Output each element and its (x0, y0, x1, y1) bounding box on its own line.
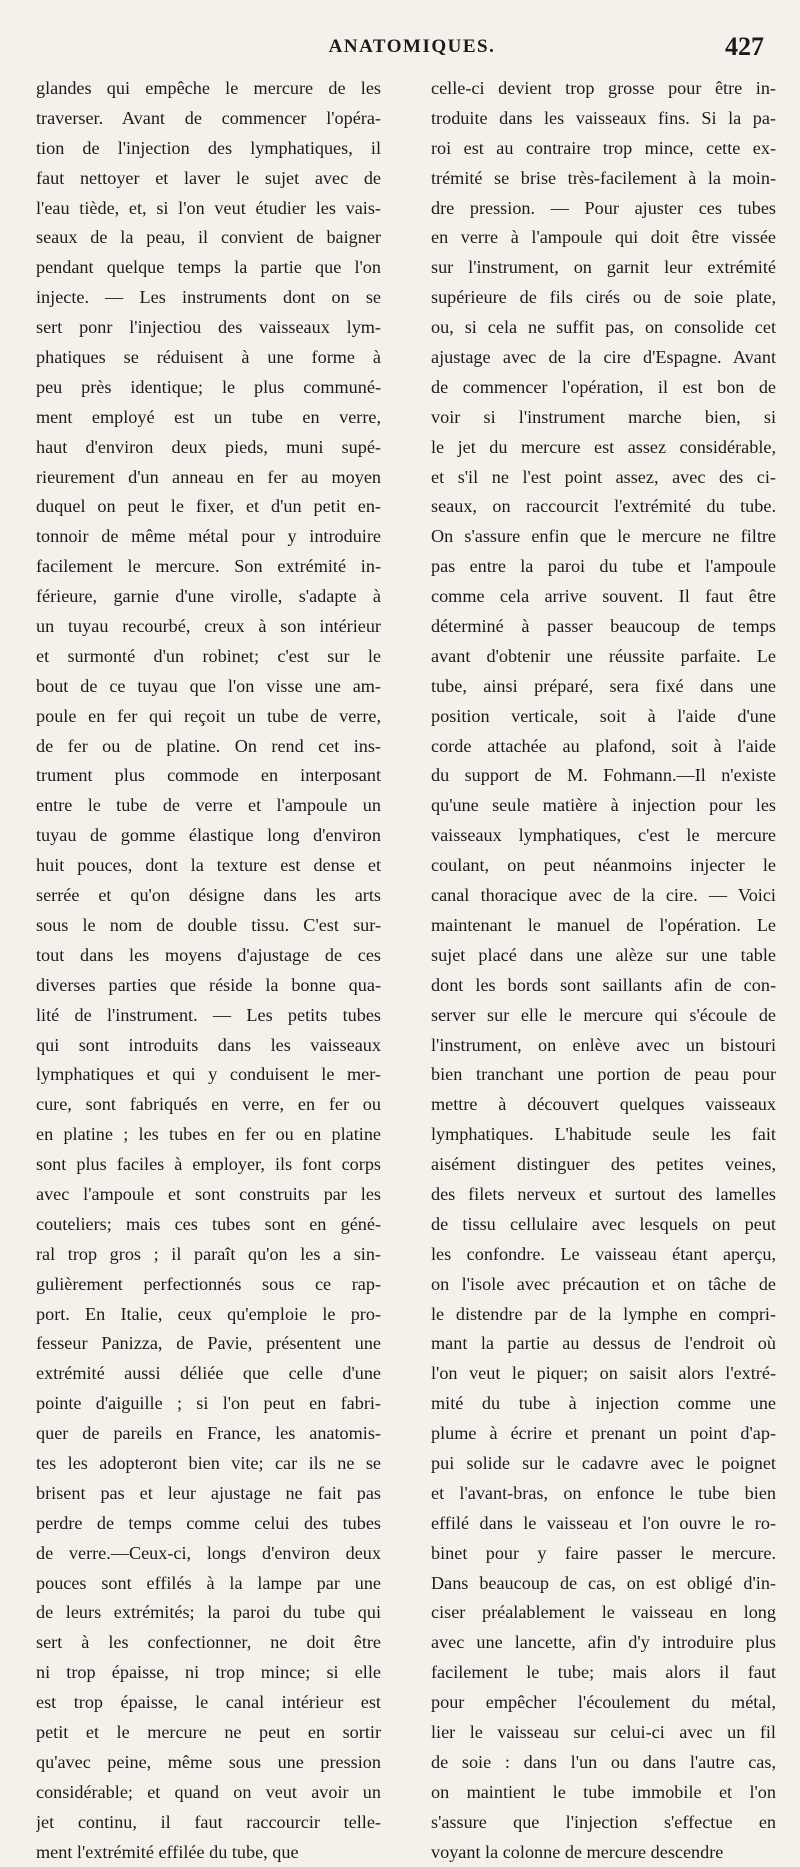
text-line: glandes qui empêche le mercure de les (36, 78, 381, 98)
text-line: le distendre par de la lymphe en compri- (431, 1303, 776, 1324)
text-line: des filets nerveux et surtout des lamelles (431, 1183, 776, 1204)
text-line: dre pression. — Pour ajuster ces tubes (431, 197, 776, 218)
text-line: sert ponr l'injectiou des vaisseaux lym- (36, 317, 381, 338)
text-line: tube, ainsi préparé, sera fixé dans une (431, 675, 776, 696)
text-line: voyant la colonne de mercure descendre (431, 1841, 724, 1862)
text-line: poule en fer qui reçoit un tube de verre, (36, 705, 381, 726)
text-line: s'assure que l'injection s'effectue en (431, 1811, 776, 1832)
text-line: lité de l'instrument. — Les petits tubes (36, 1004, 381, 1025)
text-line: perdre de temps comme celui des tubes (36, 1512, 381, 1533)
text-line: pui solide sur le cadavre avec le poignet (431, 1452, 776, 1473)
text-line: canal thoracique avec de la cire. — Voici (431, 885, 776, 906)
right-column (431, 74, 776, 1867)
text-line: de tissu cellulaire avec lesquels on peut (431, 1213, 776, 1234)
running-title: ANATOMIQUES. (328, 36, 496, 57)
text-line: couteliers; mais ces tubes sont en géné- (36, 1213, 381, 1234)
text-line: binet pour y faire passer le mercure. (431, 1542, 776, 1563)
text-line: mettre à découvert quelques vaisseaux (431, 1094, 776, 1115)
text-line: un tuyau recourbé, creux à son intérieur (36, 616, 381, 637)
text-line: haut d'environ deux pieds, muni supé- (36, 436, 381, 457)
text-line: qu'une seule matière à injection pour les (431, 795, 776, 816)
text-line: trémité se brise très-facilement à la moin- (431, 167, 776, 188)
text-line: l'instrument, on enlève avec un bistouri (431, 1034, 776, 1055)
text-line: de soie : dans l'un ou dans l'autre cas, (431, 1751, 776, 1772)
text-line: cure, sont fabriqués en verre, en fer ou (36, 1094, 381, 1115)
text-line: brisent pas et leur ajustage ne fait pas (36, 1482, 381, 1503)
text-line: facilement le mercure. Son extrémité in- (36, 556, 381, 577)
text-line: tion de l'injection des lymphatiques, il (36, 137, 381, 158)
text-line: avec une lancette, afin d'y introduire plus (431, 1632, 776, 1653)
running-head (56, 32, 768, 66)
text-line: gulièrement perfectionnés sous ce rap- (36, 1273, 381, 1294)
text-line: rieurement d'un anneau en fer au moyen (36, 466, 381, 487)
text-line: de commencer l'opération, il est bon de (431, 376, 776, 397)
page-number: 427 (725, 32, 764, 61)
text-line: trument plus commode en interposant (36, 765, 381, 786)
text-line: ni trop épaisse, ni trop mince; si elle (36, 1662, 381, 1683)
text-line: quer de pareils en France, les anatomis- (36, 1423, 381, 1444)
text-line: voir si l'instrument marche bien, si (431, 406, 776, 427)
text-line: huit pouces, dont la texture est dense et (36, 855, 381, 876)
text-line: troduite dans les vaisseaux fins. Si la pa- (431, 107, 776, 128)
text-line: dont les bords sont saillants afin de con- (431, 974, 776, 995)
text-line: serrée et qu'on désigne dans les arts (36, 885, 381, 906)
text-line: l'eau tiède, et, si l'on veut étudier les vais- (36, 197, 381, 218)
text-line: est trop épaisse, le canal intérieur est (36, 1692, 381, 1713)
text-line: injecte. — Les instruments dont on se (36, 287, 381, 308)
left-column (36, 74, 381, 1867)
text-line: férieure, garnie d'une virolle, s'adapte à (36, 586, 381, 607)
text-line: celle-ci devient trop grosse pour être in- (431, 78, 776, 98)
text-line: les confondre. Le vaisseau étant aperçu, (431, 1243, 776, 1264)
text-line: on maintient le tube immobile et l'on (431, 1781, 776, 1802)
text-line: supérieure de fils cirés ou de soie plate, (431, 287, 776, 308)
text-line: corde attachée au plafond, soit à l'aide (431, 735, 776, 756)
text-line: bout de ce tuyau que l'on visse une am- (36, 675, 381, 696)
text-line: avant d'obtenir une réussite parfaite. Le (431, 645, 776, 666)
text-line: pour empêcher l'écoulement du métal, (431, 1692, 776, 1713)
text-line: et surmonté d'un robinet; c'est sur le (36, 645, 381, 666)
text-line: de verre.—Ceux-ci, longs d'environ deux (36, 1542, 381, 1563)
text-line: pas entre la paroi du tube et l'ampoule (431, 556, 776, 577)
text-line: qu'avec peine, même sous une pression (36, 1751, 381, 1772)
text-line: duquel on peut le fixer, et d'un petit en- (36, 496, 381, 517)
text-line: petit et le mercure ne peut en sortir (36, 1721, 381, 1742)
text-line: qui sont introduits dans les vaisseaux (36, 1034, 381, 1055)
text-line: pouces sont effilés à la lampe par une (36, 1572, 381, 1593)
text-line: de fer ou de platine. On rend cet ins- (36, 735, 381, 756)
text-line: du support de M. Fohmann.—Il n'existe (431, 765, 776, 786)
text-line: diverses parties que réside la bonne qua- (36, 974, 381, 995)
text-line: seaux, on raccourcit l'extrémité du tube. (431, 496, 776, 517)
text-line: position verticale, soit à l'aide d'une (431, 705, 776, 726)
text-line: considérable; et quand on veut avoir un (36, 1781, 381, 1802)
text-line: tuyau de gomme élastique long d'environ (36, 825, 381, 846)
text-line: l'on veut le piquer; on saisit alors l'extré- (431, 1363, 776, 1384)
text-line: sont plus faciles à employer, ils font corps (36, 1154, 381, 1175)
text-line: fesseur Panizza, de Pavie, présentent une (36, 1333, 381, 1354)
text-line: vaisseaux lymphatiques, c'est le mercure (431, 825, 776, 846)
text-line: en verre à l'ampoule qui doit être vissée (431, 227, 776, 248)
text-line: phatiques se réduisent à une forme à (36, 347, 381, 368)
text-line: On s'assure enfin que le mercure ne filtre (431, 526, 776, 547)
text-line: coulant, on peut néanmoins injecter le (431, 855, 776, 876)
text-line: Dans beaucoup de cas, on est obligé d'in- (431, 1572, 776, 1593)
text-line: sert à les confectionner, ne doit être (36, 1632, 381, 1653)
text-line: server sur elle le mercure qui s'écoule de (431, 1004, 776, 1025)
text-line: sujet placé dans une alèze sur une table (431, 944, 776, 965)
text-line: ment employé est un tube en verre, (36, 406, 381, 427)
text-line: ciser préalablement le vaisseau en long (431, 1602, 776, 1623)
text-line: traverser. Avant de commencer l'opéra- (36, 107, 381, 128)
text-line: avec l'ampoule et sont construits par les (36, 1183, 381, 1204)
text-line: effilé dans le vaisseau et l'on ouvre le ro- (431, 1512, 776, 1533)
text-line: entre le tube de verre et l'ampoule un (36, 795, 381, 816)
text-line: comme cela arrive souvent. Il faut être (431, 586, 776, 607)
text-line: extrémité aussi déliée que celle d'une (36, 1363, 381, 1384)
text-line: sur l'instrument, on garnit leur extrémité (431, 257, 776, 278)
text-line: bien tranchant une portion de peau pour (431, 1064, 776, 1085)
text-line: sous le nom de double tissu. C'est sur- (36, 914, 381, 935)
text-line: tout dans les moyens d'ajustage de ces (36, 944, 381, 965)
text-line: lymphatiques et qui y conduisent le mer- (36, 1064, 381, 1085)
text-line: mant la partie au dessus de l'endroit où (431, 1333, 776, 1354)
text-line: jet continu, il faut raccourcir telle- (36, 1811, 381, 1832)
text-line: lier le vaisseau sur celui-ci avec un fil (431, 1721, 776, 1742)
text-line: ral trop gros ; il paraît qu'on les a sin- (36, 1243, 381, 1264)
text-line: roi est au contraire trop mince, cette ex- (431, 137, 776, 158)
text-line: en platine ; les tubes en fer ou en platine (36, 1124, 381, 1145)
text-line: et s'il ne l'est point assez, avec des ci- (431, 466, 776, 487)
text-line: facilement le tube; mais alors il faut (431, 1662, 776, 1683)
text-line: lymphatiques. L'habitude seule les fait (431, 1124, 776, 1145)
text-line: on l'isole avec précaution et on tâche de (431, 1273, 776, 1294)
text-line: le jet du mercure est assez considérable, (431, 436, 776, 457)
text-line: port. En Italie, ceux qu'emploie le pro- (36, 1303, 381, 1324)
text-line: mité du tube à injection comme une (431, 1393, 776, 1414)
text-line: tonnoir de même métal pour y introduire (36, 526, 381, 547)
text-line: plume à écrire et prenant un point d'ap- (431, 1423, 776, 1444)
text-line: pointe d'aiguille ; si l'on peut en fabri- (36, 1393, 381, 1414)
text-line: pendant quelque temps la partie que l'on (36, 257, 381, 278)
text-line: et l'avant-bras, on enfonce le tube bien (431, 1482, 776, 1503)
text-line: peu près identique; le plus communé- (36, 376, 381, 397)
text-line: faut nettoyer et laver le sujet avec de (36, 167, 381, 188)
text-line: déterminé à passer beaucoup de temps (431, 616, 776, 637)
text-line: tes les adopteront bien vite; car ils ne se (36, 1452, 381, 1473)
text-line: maintenant le manuel de l'opération. Le (431, 914, 776, 935)
text-line: aisément distinguer des petites veines, (431, 1154, 776, 1175)
text-line: ou, si cela ne suffit pas, on consolide cet (431, 317, 776, 338)
text-line: seaux de la peau, il convient de baigner (36, 227, 381, 248)
text-line: ajustage avec de la cire d'Espagne. Avant (431, 347, 776, 368)
text-line: ment l'extrémité effilée du tube, que (36, 1841, 299, 1862)
text-columns (36, 74, 776, 1867)
text-line: de leurs extrémités; la paroi du tube qui (36, 1602, 381, 1623)
